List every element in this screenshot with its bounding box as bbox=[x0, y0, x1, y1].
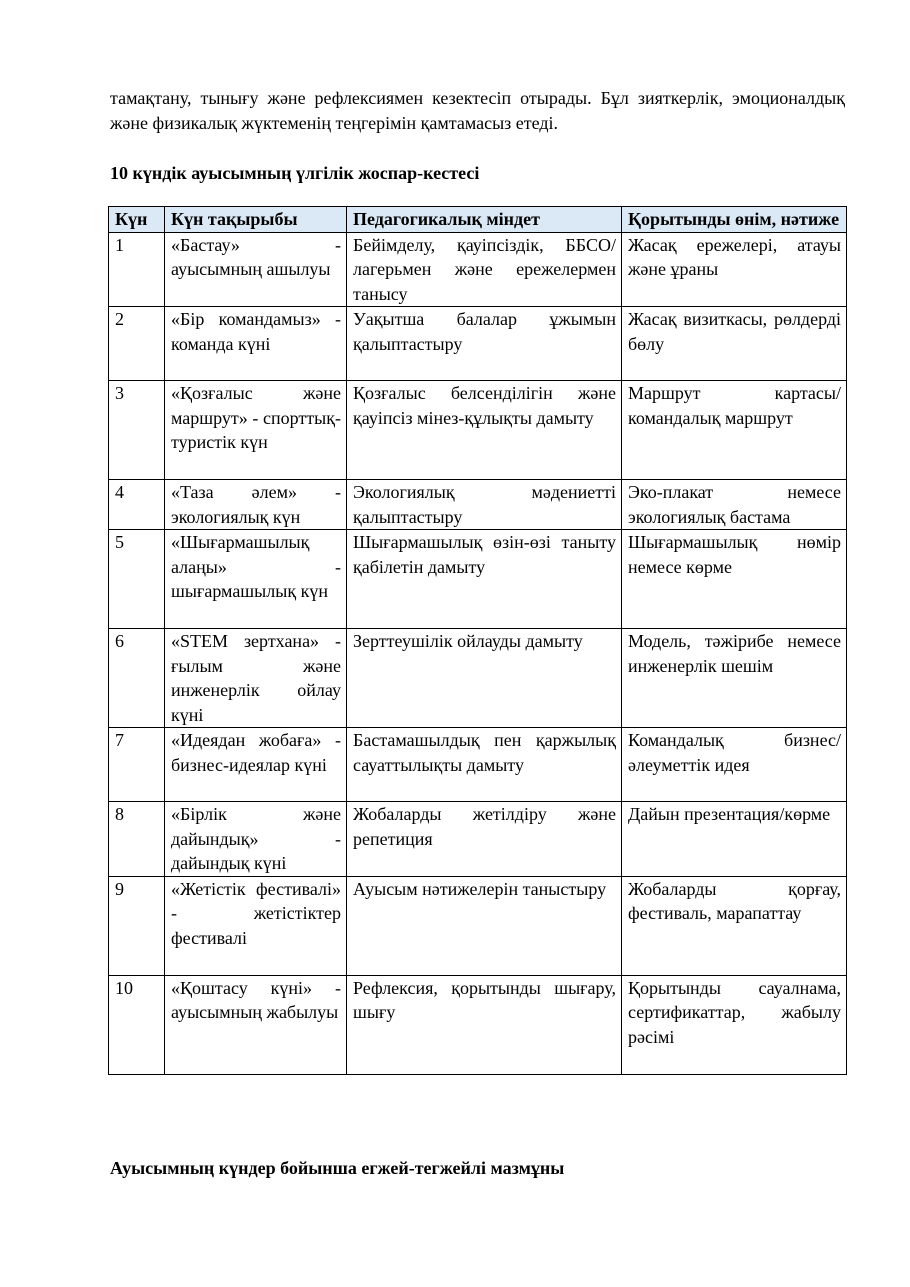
cell-task: Рефлексия, қорытынды шығару, шығу bbox=[347, 975, 622, 1074]
cell-theme: «Қоштасу күні» - ауысымның жабылуы bbox=[165, 975, 347, 1074]
cell-task: Қозғалыс белсенділігін және қауіпсіз мінез-құлықты дамыту bbox=[347, 381, 622, 480]
table-row bbox=[109, 381, 847, 480]
cell-result: Командалық бизнес/әлеуметтік идея bbox=[622, 728, 847, 802]
cell-day: 10 bbox=[109, 975, 165, 1074]
cell-theme: «Таза әлем» - экологиялық күн bbox=[165, 480, 347, 530]
cell-task: Экологиялық мәдениетті қалыптастыру bbox=[347, 480, 622, 530]
table-row bbox=[109, 975, 847, 1074]
cell-day: 6 bbox=[109, 629, 165, 728]
cell-day: 8 bbox=[109, 802, 165, 877]
cell-result: Шығармашылық нөмір немесе көрме bbox=[622, 530, 847, 629]
section-title: Ауысымның күндер бойынша егжей-тегжейлі мазмұны bbox=[110, 1158, 565, 1178]
cell-day: 2 bbox=[109, 307, 165, 381]
table-row bbox=[109, 530, 847, 629]
cell-result: Жасақ визиткасы, рөлдерді бөлу bbox=[622, 307, 847, 381]
cell-theme: «STEM зертхана» - ғылым және инженерлік ойлау күні bbox=[165, 629, 347, 728]
cell-task: Бейімделу, қауіпсіздік, ББСО/лагерьмен және ережелермен танысу bbox=[347, 232, 622, 307]
cell-task: Шығармашылық өзін-өзі таныту қабілетін дамыту bbox=[347, 530, 622, 629]
header-final-result: Қорытынды өнім, нәтиже bbox=[622, 207, 847, 233]
shift-plan-table bbox=[108, 206, 847, 1075]
cell-result: Жобаларды қорғау, фестиваль, марапаттау bbox=[622, 876, 847, 975]
cell-day: 3 bbox=[109, 381, 165, 480]
cell-result: Эко-плакат немесе экологиялық бастама bbox=[622, 480, 847, 530]
cell-result: Маршрут картасы/командалық маршрут bbox=[622, 381, 847, 480]
cell-theme: «Бастау» - ауысымның ашылуы bbox=[165, 232, 347, 307]
table-row bbox=[109, 629, 847, 728]
cell-day: 5 bbox=[109, 530, 165, 629]
header-day: Күн bbox=[109, 207, 165, 233]
table-row bbox=[109, 876, 847, 975]
header-pedagogical-task: Педагогикалық міндет bbox=[347, 207, 622, 233]
table-row bbox=[109, 728, 847, 802]
cell-theme: «Бірлік және дайындық» - дайындық күні bbox=[165, 802, 347, 877]
table-title: 10 күндік ауысымның үлгілік жоспар-кестесі bbox=[110, 163, 480, 183]
cell-theme: «Қозғалыс және маршрут» - спорттық-туристік күн bbox=[165, 381, 347, 480]
cell-task: Уақытша балалар ұжымын қалыптастыру bbox=[347, 307, 622, 381]
cell-task: Жобаларды жетілдіру және репетиция bbox=[347, 802, 622, 877]
cell-day: 9 bbox=[109, 876, 165, 975]
cell-theme: «Жетістік фестивалі» - жетістіктер фестивалі bbox=[165, 876, 347, 975]
intro-paragraph: тамақтану, тынығу және рефлексиямен кезектесіп отырады. Бұл зияткерлік, эмоционалдық және физикалық жүктеменің теңгерімін қамтамасыз етеді. bbox=[110, 88, 845, 133]
table-row bbox=[109, 232, 847, 307]
cell-result: Қорытынды сауалнама, сертификаттар, жабылу рәсімі bbox=[622, 975, 847, 1074]
cell-theme: «Шығармашылық алаңы» - шығармашылық күн bbox=[165, 530, 347, 629]
table-header-row bbox=[109, 207, 847, 233]
table-row bbox=[109, 480, 847, 530]
cell-theme: «Бір командамыз» - команда күні bbox=[165, 307, 347, 381]
cell-result: Жасақ ережелері, атауы және ұраны bbox=[622, 232, 847, 307]
cell-task: Ауысым нәтижелерін таныстыру bbox=[347, 876, 622, 975]
table-row bbox=[109, 307, 847, 381]
cell-day: 7 bbox=[109, 728, 165, 802]
cell-result: Дайын презентация/көрме bbox=[622, 802, 847, 877]
header-day-theme: Күн тақырыбы bbox=[165, 207, 347, 233]
cell-task: Бастамашылдық пен қаржылық сауаттылықты дамыту bbox=[347, 728, 622, 802]
table-row bbox=[109, 802, 847, 877]
cell-theme: «Идеядан жобаға» - бизнес-идеялар күні bbox=[165, 728, 347, 802]
cell-day: 1 bbox=[109, 232, 165, 307]
cell-day: 4 bbox=[109, 480, 165, 530]
cell-task: Зерттеушілік ойлауды дамыту bbox=[347, 629, 622, 728]
cell-result: Модель, тәжірибе немесе инженерлік шешім bbox=[622, 629, 847, 728]
